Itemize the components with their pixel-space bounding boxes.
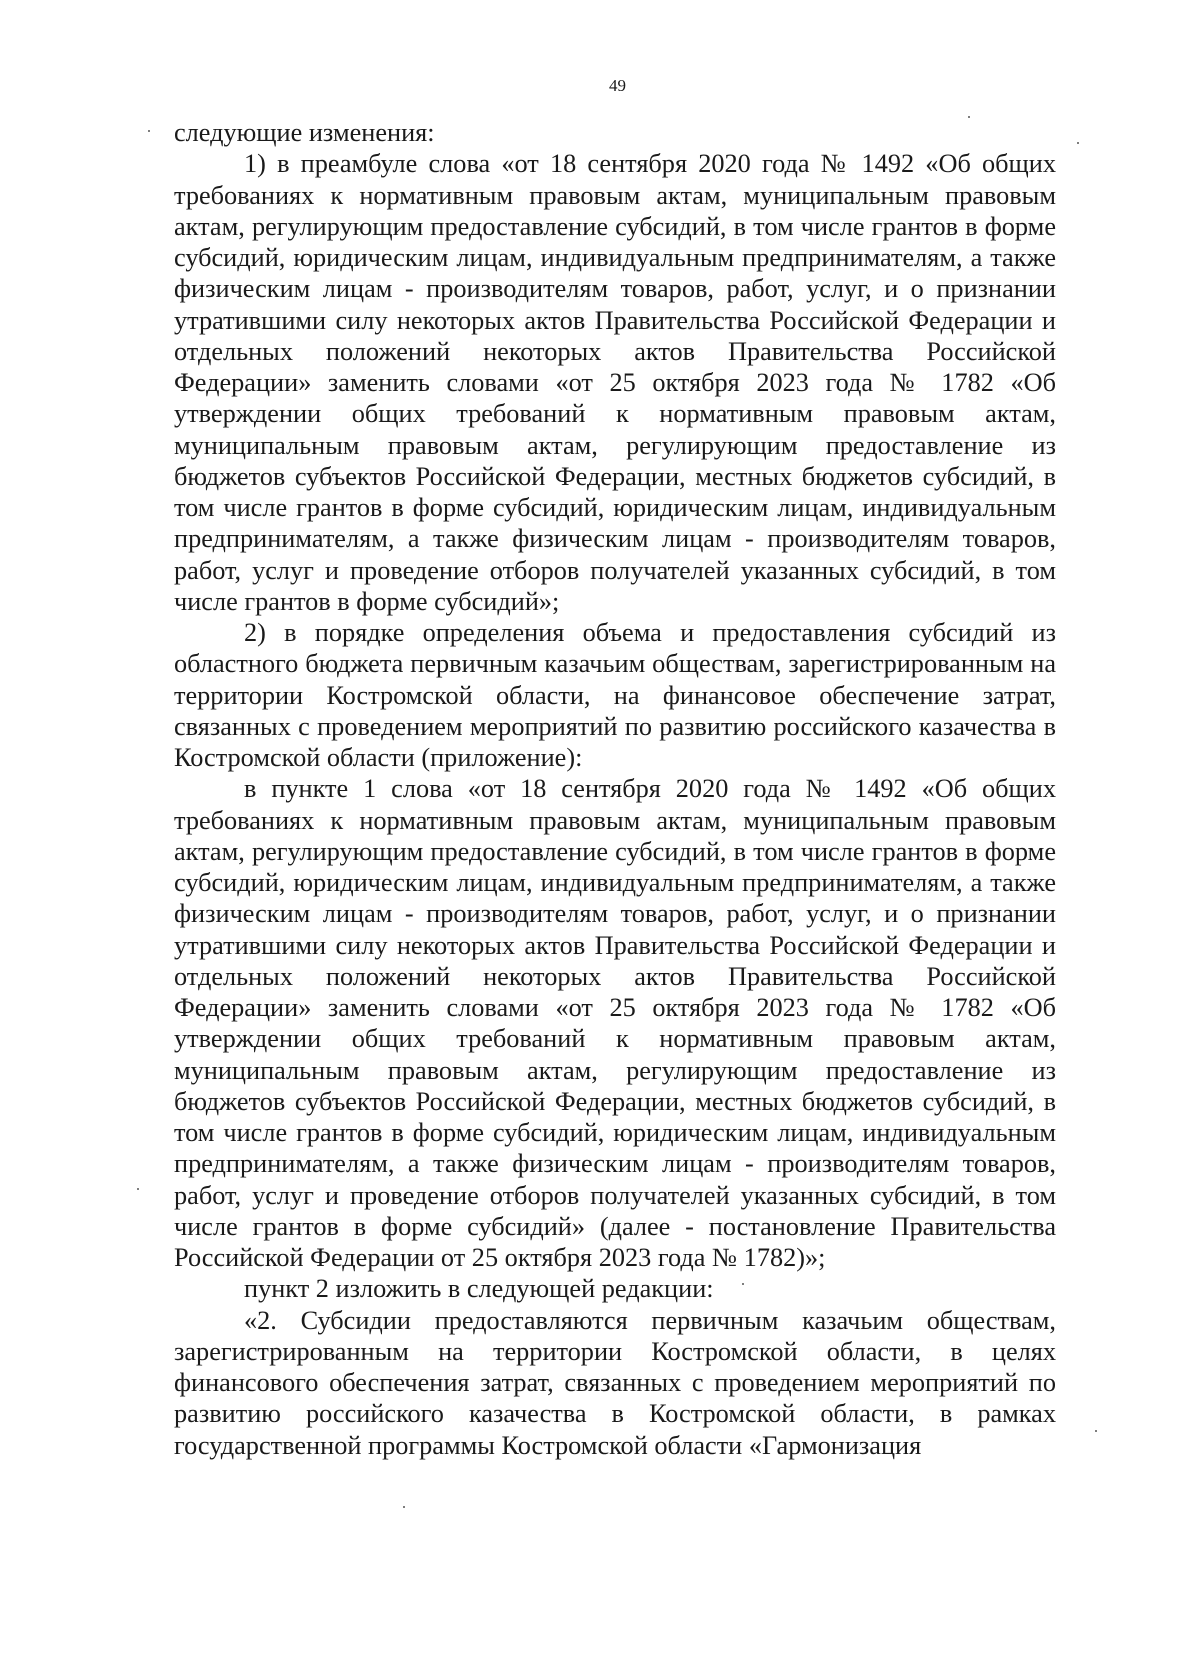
- paragraph-clause-2-text: «2. Субсидии предоставляются первичным казачьим обществам, зарегистрированным на территории Костромской области, в целях финансового обеспечения затрат, связанных с проведением мероприятий по развитию российского казачества в Костромской области, в рамках государственной программы Костромской области «Гармонизация: [174, 1305, 1056, 1460]
- scan-speck: [742, 1283, 744, 1285]
- paragraph-clause-1-amendment: в пункте 1 слова «от 18 сентября 2020 года № 1492 «Об общих требованиях к нормативным правовым актам, муниципальным правовым актам, регулирующим предоставление субсидий, в том числе грантов в форме субсидий, юридическим лицам, индивидуальным предпринимателям, а также физическим лицам - производителям товаров, работ, услуг, и о признании утратившими силу некоторых актов Правительства Российской Федерации и отдельных положений некоторых актов Правительства Российской Федерации» заменить словами «от 25 октября 2023 года № 1782 «Об утверждении общих требований к нормативным правовым актам, муниципальным правовым актам, регулирующим предоставление из бюджетов субъектов Российской Федерации, местных бюджетов субсидий, в том числе грантов в форме субсидий, юридическим лицам, индивидуальным предпринимателям, а также физическим лицам - производителям товаров, работ, услуг и проведение отборов получателей указанных субсидий, в том числе грантов в форме субсидий» (далее - постановление Правительства Российской Федерации от 25 октября 2023 года № 1782)»;: [174, 774, 1056, 1272]
- page-number: 49: [609, 76, 626, 95]
- scan-speck: [1077, 142, 1079, 144]
- paragraph-item-1-preamble: 1) в преамбуле слова «от 18 сентября 2020 года № 1492 «Об общих требованиях к нормативным правовым актам, муниципальным правовым актам, регулирующим предоставление субсидий, в том числе грантов в форме субсидий, юридическим лицам, индивидуальным предпринимателям, а также физическим лицам - производителям товаров, работ, услуг, и о признании утратившими силу некоторых актов Правительства Российской Федерации и отдельных положений некоторых актов Правительства Российской Федерации» заменить словами «от 25 октября 2023 года № 1782 «Об утверждении общих требований к нормативным правовым актам, муниципальным правовым актам, регулирующим предоставление из бюджетов субъектов Российской Федерации, местных бюджетов субсидий, в том числе грантов в форме субсидий, юридическим лицам, индивидуальным предпринимателям, а также физическим лицам - производителям товаров, работ, услуг и проведение отборов получателей указанных субсидий, в том числе грантов в форме субсидий»;: [174, 149, 1056, 616]
- scan-speck: [403, 1506, 405, 1508]
- document-body: [174, 117, 1056, 1461]
- paragraph-clause-2-intro: пункт 2 изложить в следующей редакции:: [244, 1274, 714, 1304]
- paragraph-item-2-order: 2) в порядке определения объема и предоставления субсидий из областного бюджета первичным казачьим обществам, зарегистрированным на территории Костромской области, на финансовое обеспечение затрат, связанных с проведением мероприятий по развитию российского казачества в Костромской области (приложение):: [174, 618, 1056, 772]
- scan-speck: [1095, 1430, 1097, 1432]
- paragraph-intro: следующие изменения:: [174, 118, 435, 147]
- scan-speck: [968, 116, 970, 118]
- scan-speck: [148, 130, 150, 132]
- scan-speck: [137, 1188, 139, 1190]
